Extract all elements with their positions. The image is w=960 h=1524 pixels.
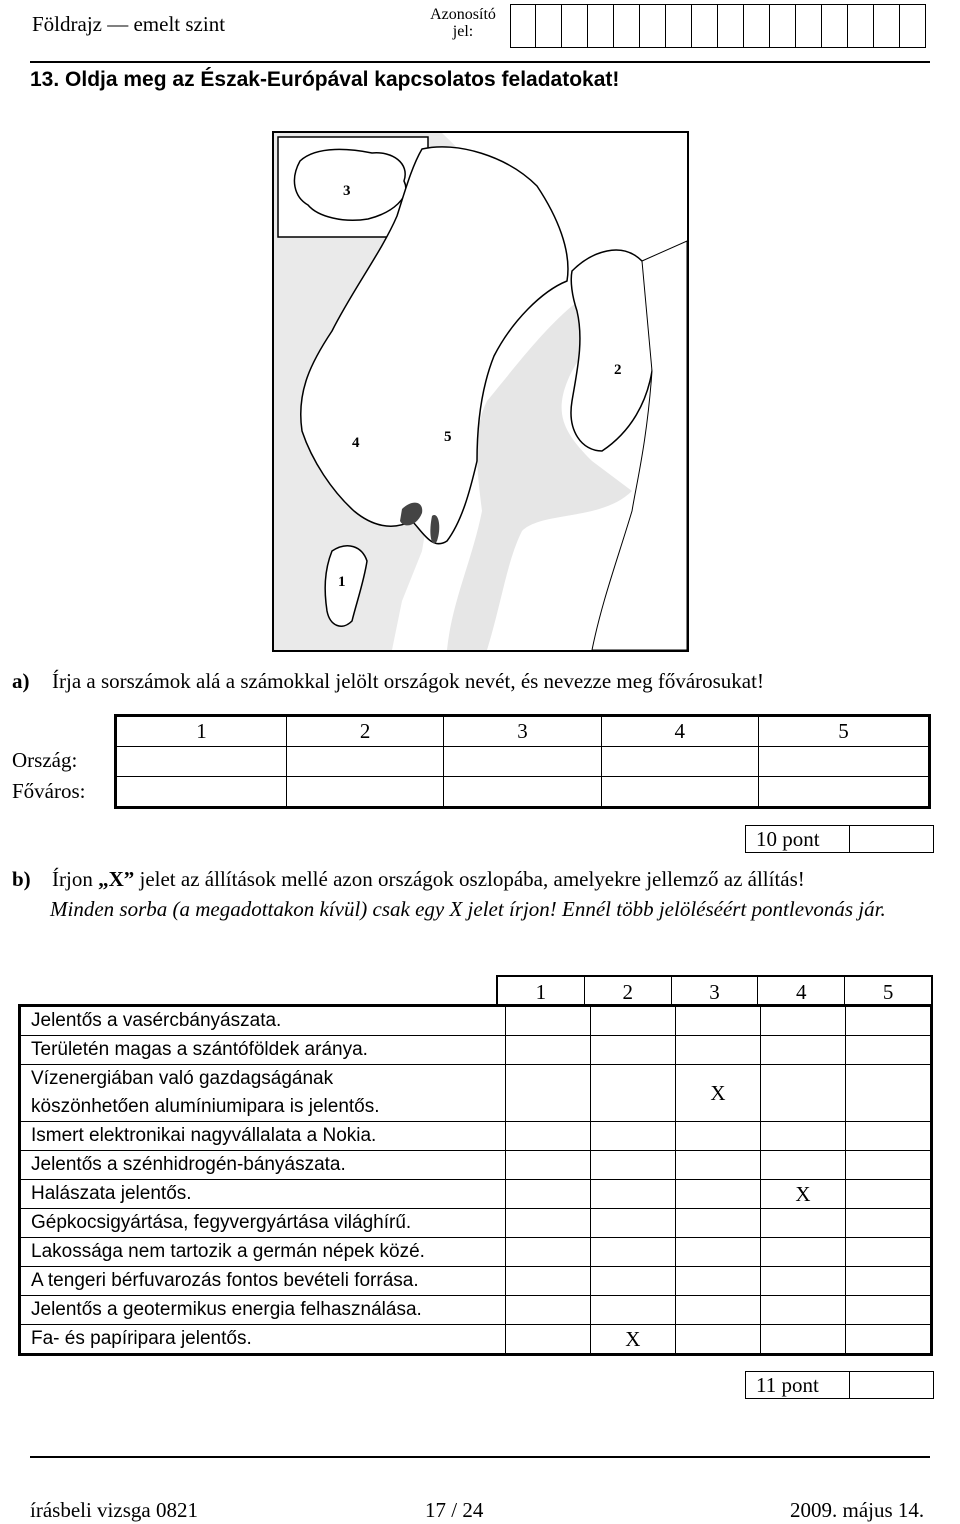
mark-cell[interactable]: [505, 1065, 590, 1122]
part-b-instruction: Minden sorba (a megadottakon kívül) csak egy X jelet írjon! Ennél több jelöléséért pontlevonás jár.: [50, 897, 886, 921]
statement-text: [20, 1036, 506, 1065]
mark-cell[interactable]: [590, 1267, 675, 1296]
statement-row: [20, 1036, 932, 1065]
mark-cell[interactable]: [846, 1151, 932, 1180]
statement-line: köszönhetően alumíniumipara is jelentős.: [31, 1096, 380, 1117]
answer-cell[interactable]: [758, 747, 929, 777]
column-header: 1: [535, 980, 547, 1004]
mark-cell[interactable]: [505, 1036, 590, 1065]
mark-cell[interactable]: [590, 1036, 675, 1065]
mark-cell[interactable]: [590, 1006, 675, 1036]
statement-text: [20, 1065, 506, 1122]
row-label-capital: Főváros:: [12, 779, 86, 803]
footer-rule: [30, 1456, 930, 1458]
mark-cell[interactable]: [505, 1267, 590, 1296]
statement-line: Gépkocsigyártása, fegyvergyártása világhírű.: [31, 1212, 412, 1233]
statement-text: [20, 1238, 506, 1267]
answer-cell[interactable]: [116, 777, 287, 808]
mark-cell[interactable]: [846, 1006, 932, 1036]
mark-cell[interactable]: [846, 1325, 932, 1355]
points-score-field[interactable]: [850, 826, 933, 852]
column-header: 3: [444, 716, 601, 747]
mark-cell[interactable]: [590, 1296, 675, 1325]
mark-cell[interactable]: [590, 1122, 675, 1151]
statement-row: [20, 1180, 932, 1209]
points-box-a: [745, 825, 934, 853]
column-header: 2: [287, 716, 444, 747]
mark-cell[interactable]: [505, 1296, 590, 1325]
header-rule: [30, 61, 930, 63]
mark-cell[interactable]: [846, 1267, 932, 1296]
mark-cell[interactable]: [590, 1238, 675, 1267]
statement-row: [20, 1122, 932, 1151]
part-b-letter: b): [12, 867, 31, 891]
mark-cell[interactable]: [505, 1180, 590, 1209]
map-number-2: 2: [614, 362, 622, 378]
statement-text: [20, 1325, 506, 1355]
statement-line: Területén magas a szántóföldek aránya.: [31, 1039, 368, 1060]
statement-text: [20, 1180, 506, 1209]
northern-europe-map: [272, 131, 689, 652]
capital-row: [116, 777, 930, 808]
id-box[interactable]: [640, 4, 666, 48]
part-b-text-mark: „X”: [98, 867, 135, 891]
statement-row: [20, 1209, 932, 1238]
answer-cell[interactable]: [287, 747, 444, 777]
id-boxes: [510, 4, 926, 48]
answer-cell[interactable]: [601, 777, 758, 808]
statement-row: [20, 1238, 932, 1267]
mark-cell[interactable]: [846, 1238, 932, 1267]
id-box[interactable]: [666, 4, 692, 48]
points-label: 11 pont: [746, 1372, 850, 1398]
id-box[interactable]: [562, 4, 588, 48]
mark-cell[interactable]: [760, 1325, 845, 1355]
mark-cell[interactable]: [590, 1180, 675, 1209]
mark-cell[interactable]: [675, 1180, 760, 1209]
statement-text: [20, 1209, 506, 1238]
mark-cell[interactable]: [675, 1122, 760, 1151]
id-box[interactable]: [614, 4, 640, 48]
statement-line: Jelentős a szénhidrogén-bányászata.: [31, 1154, 346, 1175]
part-b-text-pre: Írjon: [52, 867, 99, 891]
mark-cell[interactable]: [846, 1065, 932, 1122]
id-box[interactable]: [900, 4, 926, 48]
column-header: 5: [758, 716, 929, 747]
row-label-country: Ország:: [12, 748, 78, 772]
mark-cell[interactable]: [675, 1296, 760, 1325]
column-header: 1: [116, 716, 287, 747]
statement-line: Lakossága nem tartozik a germán népek közé.: [31, 1241, 425, 1262]
mark-cell[interactable]: [675, 1151, 760, 1180]
mark-cell[interactable]: X: [760, 1180, 845, 1209]
statement-text: [20, 1151, 506, 1180]
footer-date: 2009. május 14.: [790, 1498, 925, 1522]
answer-cell[interactable]: [287, 777, 444, 808]
part-a-question: [12, 669, 764, 694]
mark-cell[interactable]: [846, 1296, 932, 1325]
mark-cell[interactable]: [760, 1267, 845, 1296]
statement-row: [20, 1006, 932, 1036]
column-header: 4: [601, 716, 758, 747]
mark-cell[interactable]: [760, 1006, 845, 1036]
statement-row: [20, 1296, 932, 1325]
id-box[interactable]: [692, 4, 718, 48]
answer-cell[interactable]: [116, 747, 287, 777]
statement-line: Halászata jelentős.: [31, 1183, 192, 1204]
points-box-b: [745, 1371, 934, 1399]
id-label: Azonosító jel:: [430, 6, 496, 40]
statement-text: [20, 1267, 506, 1296]
id-box[interactable]: [536, 4, 562, 48]
statement-row: [20, 1151, 932, 1180]
id-box[interactable]: [822, 4, 848, 48]
mark-cell[interactable]: X: [675, 1065, 760, 1122]
statement-table: [18, 1004, 933, 1356]
country-row: [116, 747, 930, 777]
id-box[interactable]: [718, 4, 744, 48]
points-score-field[interactable]: [850, 1372, 933, 1398]
column-header: 5: [844, 977, 931, 1005]
mark-cell[interactable]: [760, 1151, 845, 1180]
part-a-text: Írja a sorszámok alá a számokkal jelölt országok nevét, és nevezze meg fővárosukat!: [52, 669, 764, 693]
mark-cell[interactable]: [846, 1180, 932, 1209]
map-number-4: 4: [352, 435, 360, 451]
country-capital-table: [114, 714, 931, 809]
mark-cell[interactable]: [675, 1209, 760, 1238]
statement-line: A tengeri bérfuvarozás fontos bevételi forrása.: [31, 1270, 419, 1291]
id-box[interactable]: [796, 4, 822, 48]
statement-line: Fa- és papíripara jelentős.: [31, 1328, 252, 1349]
statement-row: [20, 1267, 932, 1296]
mark-cell[interactable]: [675, 1267, 760, 1296]
mark-cell[interactable]: [505, 1151, 590, 1180]
footer-exam: írásbeli vizsga 0821: [30, 1498, 198, 1522]
statement-text: [20, 1296, 506, 1325]
answer-cell[interactable]: [601, 747, 758, 777]
mark-cell[interactable]: [590, 1209, 675, 1238]
mark-cell[interactable]: [590, 1151, 675, 1180]
map-number-5: 5: [444, 429, 452, 445]
id-box[interactable]: [770, 4, 796, 48]
mark-cell[interactable]: [760, 1296, 845, 1325]
mark-cell[interactable]: [760, 1238, 845, 1267]
mark-cell[interactable]: X: [590, 1325, 675, 1355]
statement-line: Vízenergiában való gazdagságának: [31, 1068, 334, 1089]
statement-row: [20, 1325, 932, 1355]
mark-cell[interactable]: [760, 1036, 845, 1065]
mark-cell[interactable]: [505, 1209, 590, 1238]
mark-cell[interactable]: [760, 1209, 845, 1238]
task-title: 13. Oldja meg az Észak-Európával kapcsolatos feladatokat!: [30, 68, 620, 91]
column-header: 3: [671, 977, 758, 1005]
mark-cell[interactable]: [675, 1238, 760, 1267]
mark-cell[interactable]: [846, 1209, 932, 1238]
mark-cell[interactable]: [675, 1006, 760, 1036]
part-b-question: [12, 867, 932, 892]
statement-line: Ismert elektronikai nagyvállalata a Nokia.: [31, 1125, 377, 1146]
statement-row: [20, 1065, 932, 1122]
part-b-text-post: jelet az állítások mellé azon országok oszlopába, amelyekre jellemző az állítás!: [134, 867, 805, 891]
id-box[interactable]: [588, 4, 614, 48]
id-box[interactable]: [874, 4, 900, 48]
statement-table-header: [496, 975, 933, 1005]
mark-cell[interactable]: [505, 1325, 590, 1355]
answer-cell[interactable]: [444, 747, 601, 777]
mark-cell[interactable]: [675, 1325, 760, 1355]
statement-line: Jelentős a geotermikus energia felhasználása.: [31, 1299, 422, 1320]
mark-cell[interactable]: [846, 1036, 932, 1065]
id-box[interactable]: [744, 4, 770, 48]
mark-cell[interactable]: [505, 1238, 590, 1267]
points-label: 10 pont: [746, 826, 850, 852]
exam-subject: Földrajz — emelt szint: [32, 12, 226, 36]
mark-cell[interactable]: [846, 1122, 932, 1151]
id-box[interactable]: [510, 4, 536, 48]
column-header: 4: [757, 977, 844, 1005]
part-a-letter: a): [12, 669, 30, 693]
statement-text: [20, 1006, 506, 1036]
mark-cell[interactable]: [505, 1006, 590, 1036]
mark-cell[interactable]: [760, 1122, 845, 1151]
answer-cell[interactable]: [444, 777, 601, 808]
mark-cell[interactable]: [505, 1122, 590, 1151]
mark-cell[interactable]: [675, 1036, 760, 1065]
map-number-1: 1: [338, 574, 346, 590]
footer-page-number: 17 / 24: [425, 1498, 484, 1522]
map-number-3: 3: [343, 183, 351, 199]
mark-cell[interactable]: [590, 1065, 675, 1122]
statement-line: Jelentős a vasércbányászata.: [31, 1010, 282, 1031]
mark-cell[interactable]: [760, 1065, 845, 1122]
table-header-row: [116, 716, 930, 747]
statement-text: [20, 1122, 506, 1151]
id-box[interactable]: [848, 4, 874, 48]
column-header: 2: [584, 977, 671, 1005]
answer-cell[interactable]: [758, 777, 929, 808]
